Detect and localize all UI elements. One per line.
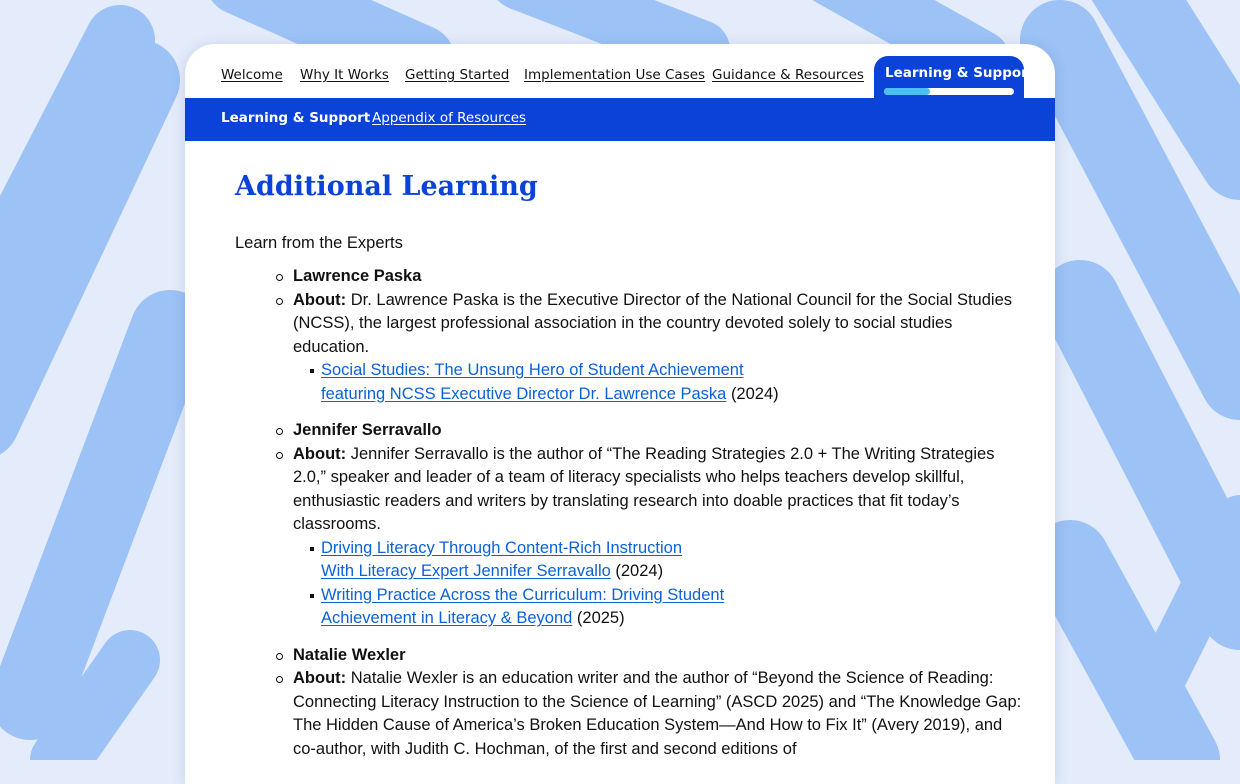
nav-welcome[interactable]: Welcome	[221, 67, 283, 83]
section-progress-bar	[884, 88, 1014, 95]
subnav-appendix-link[interactable]: Appendix of Resources	[372, 110, 527, 126]
resource-year: (2024)	[730, 384, 779, 403]
nav-getting-started[interactable]: Getting Started	[405, 67, 510, 83]
section-progress-fill	[884, 88, 930, 95]
expert-name: Lawrence Paska	[235, 265, 1025, 289]
resource-link[interactable]: Social Studies: The Unsung Hero of Student Achievement featuring NCSS Executive Director Dr. Lawrence Paska	[321, 361, 744, 403]
about-text: Natalie Wexler is an education writer and the author of “Beyond the Science of Reading: Connecting Literacy Instruction to the Science of Learning” (ASCD 2025) and “The Knowledge Gap: The Hidden Cause of America’s Broken Education System—And How to Fix It” (Avery 2019), and co-author, with Judith C. Hochman, of the first and second editions of	[293, 669, 1022, 758]
resource-item	[235, 359, 1025, 406]
main-navigation	[185, 44, 1055, 98]
nav-why-it-works[interactable]: Why It Works	[300, 67, 389, 83]
page-title: Additional Learning	[235, 171, 538, 202]
expert-name: Natalie Wexler	[235, 644, 1025, 668]
nav-guidance-resources[interactable]: Guidance & Resources	[712, 67, 864, 83]
nav-learning-support-tab[interactable]	[874, 56, 1035, 100]
resource-item	[235, 584, 1025, 631]
expert-item	[235, 644, 1025, 762]
browser-window	[185, 44, 1055, 784]
subnav-current: Learning & Support	[221, 110, 371, 126]
experts-list	[235, 265, 1025, 774]
resource-year: (2024)	[615, 562, 664, 580]
expert-about	[235, 667, 1025, 761]
about-label: About:	[293, 290, 347, 309]
sub-navigation	[185, 98, 1055, 141]
resource-list	[235, 359, 1025, 406]
expert-item	[235, 265, 1025, 406]
resource-link[interactable]: Driving Literacy Through Content-Rich Instruction With Literacy Expert Jennifer Serravallo	[321, 538, 683, 580]
expert-item	[235, 419, 1025, 631]
about-label: About:	[293, 444, 347, 463]
expert-name: Jennifer Serravallo	[235, 419, 1025, 443]
intro-text: Learn from the Experts	[235, 234, 403, 252]
about-text: Dr. Lawrence Paska is the Executive Director of the National Council for the Social Studies (NCSS), the largest professional association in the country devoted solely to social studies education.	[293, 290, 1012, 356]
expert-about	[235, 443, 1025, 537]
about-label: About:	[293, 669, 347, 687]
resource-link[interactable]: Writing Practice Across the Curriculum: Driving Student Achievement in Literacy & Beyond	[321, 585, 725, 627]
expert-about	[235, 289, 1025, 360]
resource-year: (2025)	[576, 609, 625, 627]
resource-list	[235, 537, 1025, 631]
resource-item	[235, 537, 1025, 584]
active-tab-label: Learning & Support	[885, 65, 1035, 81]
about-text: Jennifer Serravallo is the author of “The Reading Strategies 2.0 + The Writing Strategies 2.0,” speaker and leader of a team of literacy specialists who helps teachers develop skillful, enthusiastic readers and writers by translating research into doable practices that fit today’s classrooms.	[293, 444, 995, 533]
nav-implementation-use-cases[interactable]: Implementation Use Cases	[524, 67, 706, 83]
